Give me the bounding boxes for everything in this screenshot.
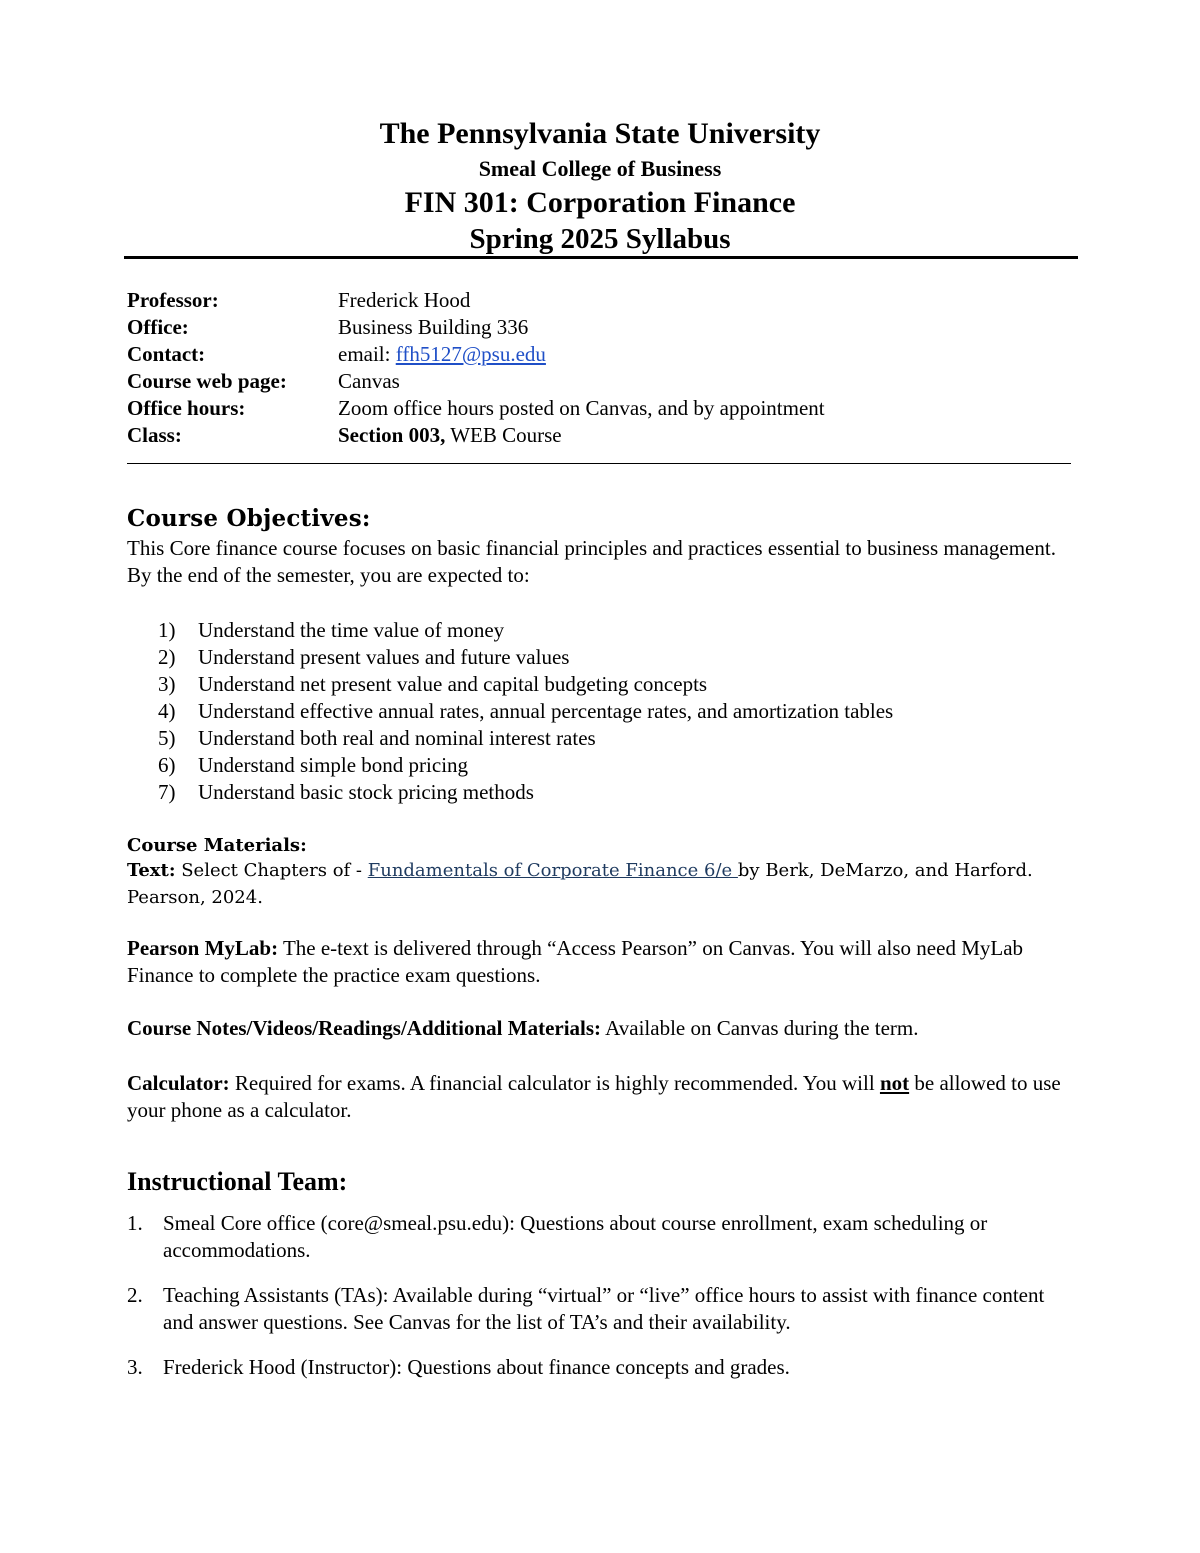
hours-label: Office hours: [127,396,246,420]
list-item [127,1354,1077,1381]
text-label: Text: [127,860,176,881]
header-rule [124,256,1078,259]
mylab-label: Pearson MyLab: [127,936,279,960]
mylab-text: The e-text is delivered through “Access Pearson” on Canvas. You will also need MyLab Finance to complete the practice exam questions. [127,936,1024,987]
list-number: 1. [127,1211,143,1235]
list-item [127,1282,1077,1336]
calculator-label: Calculator: [127,1071,230,1095]
notes-paragraph [127,1015,1077,1042]
title-block [0,115,1200,257]
class-section: Section 003, [338,423,446,447]
office-value: Business Building 336 [338,315,529,339]
notes-label: Course Notes/Videos/Readings/Additional Materials: [127,1016,602,1040]
list-text: Frederick Hood (Instructor): Questions about finance concepts and grades. [163,1355,790,1379]
list-number: 7) [158,780,176,804]
info-row-class [127,422,825,449]
info-row-contact [127,341,825,368]
objectives-heading: Course Objectives: [127,505,371,532]
hours-value: Zoom office hours posted on Canvas, and by appointment [338,396,825,420]
textbook-link[interactable]: Fundamentals of Corporate Finance 6/e [367,860,738,881]
list-item [158,725,893,752]
college-title: Smeal College of Business [478,156,722,181]
list-number: 4) [158,699,176,723]
list-number: 6) [158,753,176,777]
list-item [158,752,893,779]
university-title: The Pennsylvania State University [379,117,821,150]
list-text: Understand basic stock pricing methods [198,780,534,804]
list-item [127,1210,1077,1264]
separator-line [127,463,1071,464]
list-text: Understand effective annual rates, annual percentage rates, and amortization tables [198,699,894,723]
calculator-not: not [879,1071,910,1095]
web-value: Canvas [338,369,400,393]
list-text: Understand net present value and capital budgeting concepts [198,672,708,696]
list-item [158,671,893,698]
contact-prefix: email: [338,342,396,366]
list-text: Understand simple bond pricing [198,753,469,777]
list-number: 3. [127,1355,143,1379]
contact-email-link[interactable]: ffh5127@psu.edu [395,342,546,366]
materials-heading: Course Materials: [127,835,307,856]
list-number: 2) [158,645,176,669]
info-row-web [127,368,825,395]
office-label: Office: [127,315,189,339]
contact-label: Contact: [127,342,206,366]
list-text: Understand both real and nominal interest rates [198,726,596,750]
list-text: Understand the time value of money [198,618,505,642]
professor-value: Frederick Hood [338,288,471,312]
term-title: Spring 2025 Syllabus [469,223,731,255]
calculator-text-2: be allowed to use your phone as a calculator. [127,1071,1061,1122]
text-prefix: Select Chapters of - [175,860,368,881]
list-item [158,698,893,725]
team-list [127,1210,1077,1399]
mylab-paragraph [127,935,1077,989]
notes-text: Available on Canvas during the term. [601,1016,919,1040]
objectives-intro: This Core finance course focuses on basic financial principles and practices essential to business management. By the end of the semester, you are expected to: [127,536,1056,587]
list-text: Understand present values and future values [198,645,570,669]
web-label: Course web page: [127,369,287,393]
list-text: Smeal Core office (core@smeal.psu.edu): Questions about course enrollment, exam scheduling or accommodations. [163,1211,988,1262]
professor-label: Professor: [127,288,219,312]
text-suffix: by Berk, DeMarzo, and Harford. Pearson, 2024. [127,860,1033,908]
info-row-office [127,314,825,341]
list-number: 5) [158,726,176,750]
class-rest: WEB Course [445,423,562,447]
class-label: Class: [127,423,182,447]
objectives-list [158,617,893,806]
list-item [158,779,893,806]
info-row-hours [127,395,825,422]
list-number: 3) [158,672,176,696]
course-info [127,287,825,449]
list-item [158,644,893,671]
calculator-text-1: Required for exams. A financial calculator is highly recommended. You will [229,1071,880,1095]
list-item [158,617,893,644]
list-number: 1) [158,618,176,642]
course-title: FIN 301: Corporation Finance [404,186,796,219]
list-number: 2. [127,1283,143,1307]
materials-text [127,857,1077,911]
list-text: Teaching Assistants (TAs): Available during “virtual” or “live” office hours to assist with finance content and answer questions. See Canvas for the list of TA’s and their availability. [163,1283,1045,1334]
calculator-paragraph [127,1070,1077,1124]
info-row-professor [127,287,825,314]
team-heading: Instructional Team: [127,1167,348,1196]
